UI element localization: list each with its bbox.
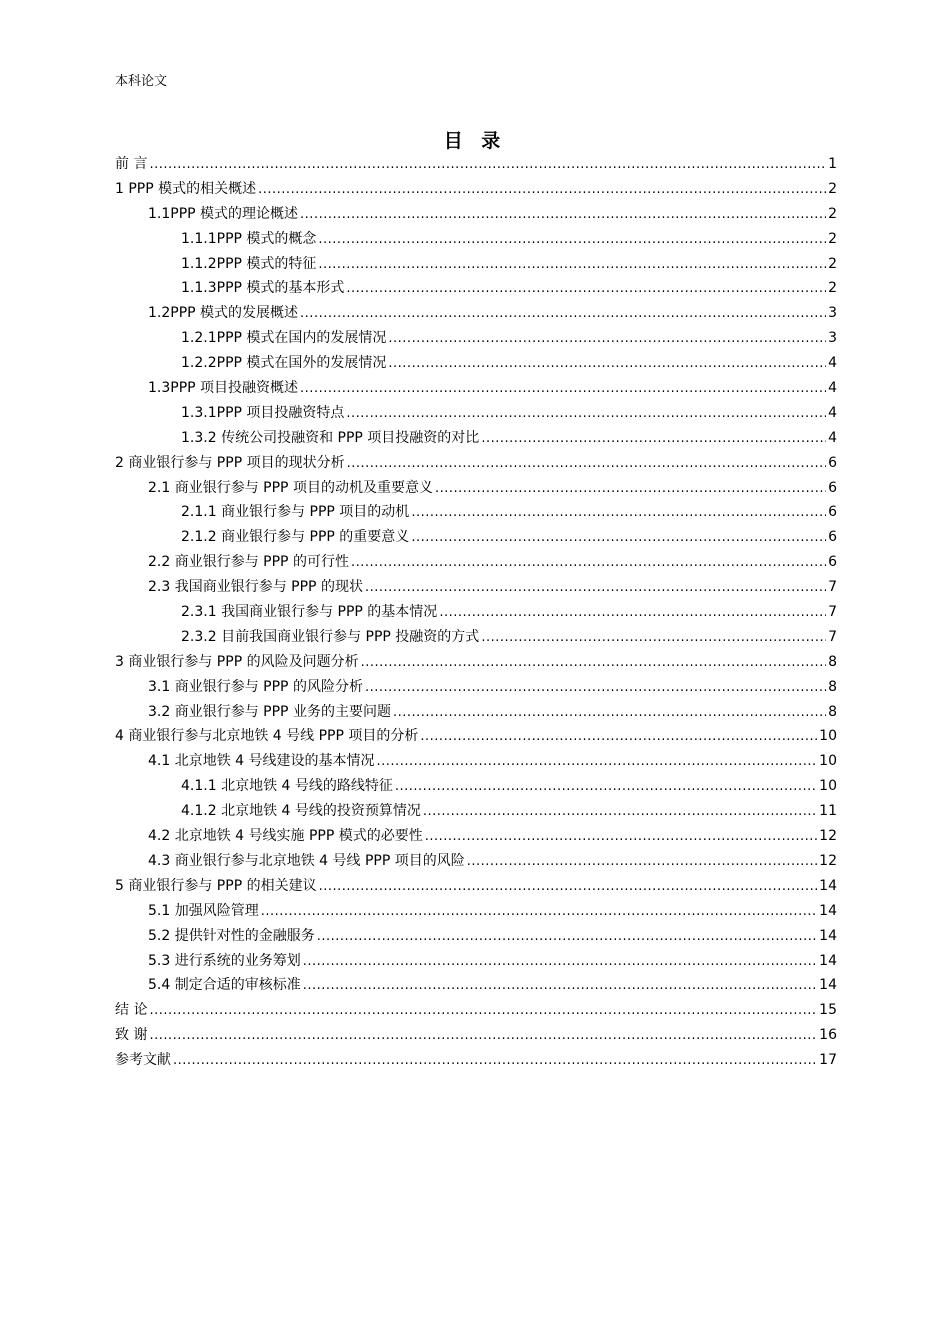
toc-leader-dots [261,900,817,925]
toc-entry[interactable] [115,1023,837,1048]
toc-entry-page-number: 12 [819,828,837,845]
toc-entry-label: 1.1.1PPP 模式的概念 [181,230,317,247]
toc-entry-label: 1.1.2PPP 模式的特征 [181,255,317,272]
toc-entry-page-number: 8 [828,653,837,670]
toc-entry-page-number: 14 [819,877,837,894]
toc-entry-label: 4.1.1 北京地铁 4 号线的路线特征 [181,778,393,795]
toc-entry[interactable] [115,799,837,824]
toc-entry[interactable] [115,1048,837,1073]
toc-entry[interactable] [115,351,837,376]
toc-entry-page-number: 10 [819,778,837,795]
toc-leader-dots [395,775,817,800]
toc-entry-label: 1.2PPP 模式的发展概述 [148,305,299,322]
toc-entry[interactable] [115,949,837,974]
toc-entry-page-number: 3 [828,305,837,322]
toc-leader-dots [351,551,826,576]
toc-entry-page-number: 7 [828,628,837,645]
toc-entry-label: 结 论 [115,1002,148,1019]
toc-leader-dots [303,974,817,999]
toc-entry-label: 3 商业银行参与 PPP 的风险及问题分析 [115,653,359,670]
toc-entry[interactable] [115,675,837,700]
toc-entry-label: 2.3.1 我国商业银行参与 PPP 的基本情况 [181,604,438,621]
toc-entry-page-number: 7 [828,579,837,596]
toc-entry-page-number: 14 [819,977,837,994]
toc-leader-dots [467,850,817,875]
toc-entry[interactable] [115,202,837,227]
toc-entry-label: 1.3PPP 项目投融资概述 [148,380,299,397]
toc-entry-page-number: 4 [828,380,837,397]
toc-leader-dots [388,327,826,352]
toc-entry[interactable] [115,625,837,650]
toc-entry-label: 2.1.2 商业银行参与 PPP 的重要意义 [181,529,410,546]
toc-entry[interactable] [115,700,837,725]
toc-entry-page-number: 3 [828,330,837,347]
toc-entry-page-number: 2 [828,255,837,272]
toc-entry-label: 1.1.3PPP 模式的基本形式 [181,280,345,297]
toc-entry[interactable] [115,500,837,525]
toc-entry-label: 5.3 进行系统的业务筹划 [148,952,301,969]
toc-leader-dots [149,1024,817,1049]
table-of-contents [115,152,837,1073]
toc-entry-page-number: 6 [828,504,837,521]
toc-leader-dots [303,950,817,975]
toc-entry-label: 2.3 我国商业银行参与 PPP 的现状 [148,579,363,596]
toc-leader-dots [149,153,826,178]
toc-entry[interactable] [115,774,837,799]
toc-leader-dots [347,452,826,477]
toc-entry-page-number: 7 [828,604,837,621]
toc-entry-page-number: 14 [819,902,837,919]
toc-entry-page-number: 8 [828,678,837,695]
toc-leader-dots [393,701,826,726]
toc-leader-dots [361,651,826,676]
toc-entry-label: 2.2 商业银行参与 PPP 的可行性 [148,554,349,571]
toc-entry-page-number: 8 [828,703,837,720]
toc-entry-label: 5.1 加强风险管理 [148,902,259,919]
toc-leader-dots [149,999,817,1024]
toc-leader-dots [319,875,818,900]
toc-entry-page-number: 11 [819,803,837,820]
toc-entry-page-number: 6 [828,454,837,471]
toc-entry-label: 1.2.1PPP 模式在国内的发展情况 [181,330,387,347]
toc-entry[interactable] [115,724,837,749]
toc-entry-label: 前 言 [115,156,148,172]
toc-entry[interactable] [115,525,837,550]
toc-entry[interactable] [115,550,837,575]
toc-entry[interactable] [115,252,837,277]
toc-entry[interactable] [115,575,837,600]
toc-entry-label: 2.3.2 目前我国商业银行参与 PPP 投融资的方式 [181,628,480,645]
toc-leader-dots [481,427,826,452]
toc-entry[interactable] [115,326,837,351]
toc-entry-label: 1 PPP 模式的相关概述 [115,180,257,197]
toc-entry-label: 1.3.2 传统公司投融资和 PPP 项目投融资的对比 [181,429,480,446]
toc-entry-label: 4.2 北京地铁 4 号线实施 PPP 模式的必要性 [148,828,423,845]
toc-entry[interactable] [115,600,837,625]
toc-leader-dots [481,626,826,651]
toc-entry-page-number: 6 [828,554,837,571]
page-header: 本科论文 [115,74,168,89]
toc-entry[interactable] [115,376,837,401]
toc-entry-page-number: 6 [828,479,837,496]
toc-entry-page-number: 14 [819,952,837,969]
toc-entry-label: 4.1.2 北京地铁 4 号线的投资预算情况 [181,803,421,820]
toc-title: 目 录 [443,130,507,152]
toc-entry[interactable] [115,476,837,501]
toc-entry-label: 3.1 商业银行参与 PPP 的风险分析 [148,678,363,695]
toc-entry-label: 1.3.1PPP 项目投融资特点 [181,404,345,421]
toc-entry[interactable] [115,874,837,899]
toc-entry[interactable] [115,177,837,202]
toc-entry-page-number: 10 [819,728,837,745]
toc-entry-label: 2.1 商业银行参与 PPP 项目的动机及重要意义 [148,479,433,496]
toc-leader-dots [346,402,826,427]
toc-leader-dots [377,750,818,775]
toc-entry-label: 2 商业银行参与 PPP 项目的现状分析 [115,454,345,471]
toc-leader-dots [318,253,826,278]
toc-entry-page-number: 4 [828,404,837,421]
toc-entry[interactable] [115,401,837,426]
toc-leader-dots [439,601,826,626]
toc-entry[interactable] [115,451,837,476]
toc-entry-page-number: 15 [819,1002,837,1019]
toc-entry[interactable] [115,301,837,326]
toc-entry-label: 2.1.1 商业银行参与 PPP 项目的动机 [181,504,410,521]
toc-entry[interactable] [115,973,837,998]
toc-entry[interactable] [115,152,837,177]
toc-entry-label: 5.2 提供针对性的金融服务 [148,927,315,944]
toc-entry-page-number: 2 [828,180,837,197]
toc-leader-dots [423,800,817,825]
toc-entry-page-number: 4 [828,429,837,446]
toc-entry-page-number: 2 [828,280,837,297]
toc-entry[interactable] [115,227,837,252]
toc-leader-dots [258,178,826,203]
toc-entry-label: 致 谢 [115,1027,148,1044]
toc-entry-page-number: 2 [828,205,837,222]
toc-entry-page-number: 6 [828,529,837,546]
toc-leader-dots [300,302,826,327]
toc-entry-page-number: 1 [828,156,837,172]
toc-leader-dots [317,925,817,950]
toc-entry[interactable] [115,899,837,924]
toc-leader-dots [346,277,826,302]
toc-entry-label: 4.1 北京地铁 4 号线建设的基本情况 [148,753,375,770]
toc-entry-label: 5 商业银行参与 PPP 的相关建议 [115,877,317,894]
toc-leader-dots [300,203,826,228]
toc-entry[interactable] [115,749,837,774]
toc-entry-label: 3.2 商业银行参与 PPP 业务的主要问题 [148,703,391,720]
toc-leader-dots [365,676,826,701]
toc-entry[interactable] [115,824,837,849]
toc-entry-page-number: 16 [819,1027,837,1044]
toc-entry[interactable] [115,426,837,451]
toc-entry-page-number: 17 [819,1052,837,1069]
toc-entry[interactable] [115,650,837,675]
toc-entry[interactable] [115,849,837,874]
toc-leader-dots [425,825,817,850]
toc-entry-label: 参考文献 [115,1052,171,1069]
toc-entry-page-number: 2 [828,230,837,247]
toc-leader-dots [365,576,826,601]
toc-leader-dots [420,725,817,750]
toc-entry-label: 4 商业银行参与北京地铁 4 号线 PPP 项目的分析 [115,728,419,745]
toc-leader-dots [411,501,826,526]
toc-leader-dots [435,477,826,502]
toc-entry[interactable] [115,924,837,949]
toc-entry-page-number: 10 [819,753,837,770]
toc-entry-page-number: 12 [819,852,837,869]
toc-entry-page-number: 4 [828,355,837,372]
toc-entry-label: 1.1PPP 模式的理论概述 [148,205,299,222]
toc-leader-dots [411,526,826,551]
toc-entry-label: 1.2.2PPP 模式在国外的发展情况 [181,355,387,372]
toc-entry-page-number: 14 [819,927,837,944]
toc-entry-label: 5.4 制定合适的审核标准 [148,977,301,994]
toc-entry-label: 4.3 商业银行参与北京地铁 4 号线 PPP 项目的风险 [148,852,465,869]
toc-entry[interactable] [115,276,837,301]
toc-leader-dots [300,377,826,402]
toc-leader-dots [173,1049,817,1074]
toc-entry[interactable] [115,998,837,1023]
toc-leader-dots [318,228,826,253]
toc-leader-dots [388,352,826,377]
